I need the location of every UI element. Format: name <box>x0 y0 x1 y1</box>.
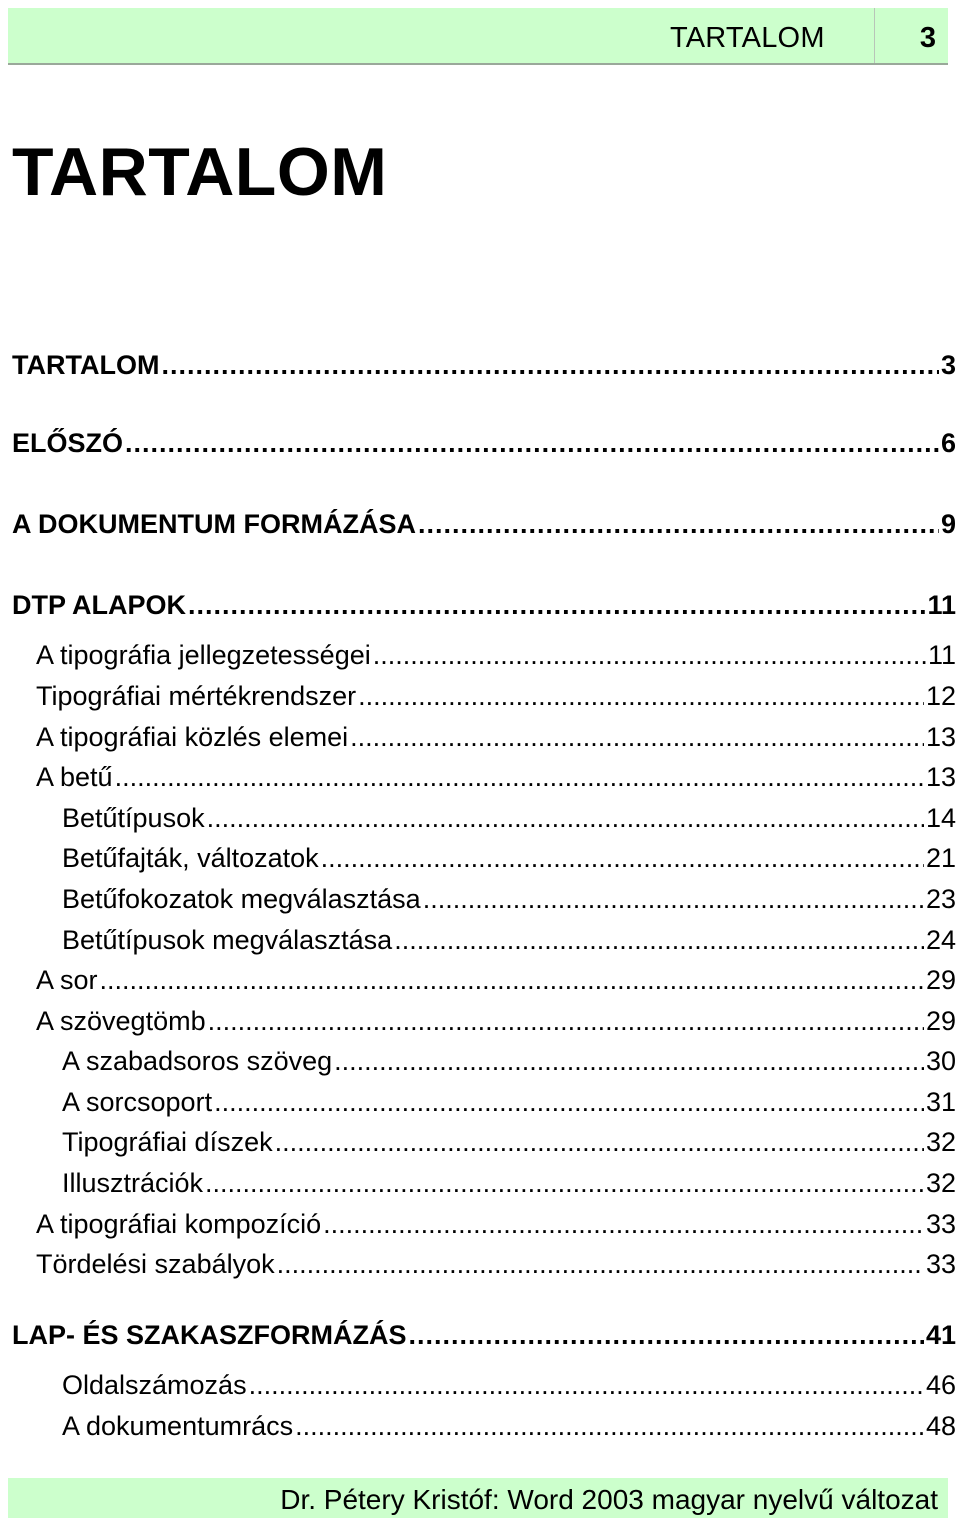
toc-leader-dots <box>100 965 924 996</box>
toc-leader-dots <box>418 509 939 540</box>
toc-entry-label: TARTALOM <box>12 350 160 380</box>
toc-leader-dots <box>277 1249 924 1280</box>
toc-entry-label: A sor <box>36 965 98 995</box>
toc-entry[interactable] <box>62 803 956 834</box>
toc-entry-page: 12 <box>925 681 956 711</box>
toc-entry-label: Tördelési szabályok <box>36 1249 275 1279</box>
toc-entry[interactable] <box>12 590 956 621</box>
toc-leader-dots <box>373 640 926 671</box>
toc-leader-dots <box>295 1411 924 1442</box>
toc-entry[interactable] <box>36 762 956 793</box>
toc-entry-page: 32 <box>925 1127 956 1157</box>
toc-leader-dots <box>161 350 939 381</box>
toc-entry[interactable] <box>62 1370 956 1401</box>
toc-entry-page: 3 <box>940 350 956 380</box>
toc-entry-page: 31 <box>925 1087 956 1117</box>
page-header <box>8 8 948 65</box>
toc-leader-dots <box>409 1320 924 1351</box>
toc-leader-dots <box>208 1006 924 1037</box>
toc-leader-dots <box>115 762 924 793</box>
page-title: TARTALOM <box>12 134 388 210</box>
toc-entry-label: ELŐSZÓ <box>12 428 124 458</box>
toc-entry-page: 6 <box>940 428 956 458</box>
toc-entry-page: 13 <box>925 722 956 752</box>
page-footer <box>8 1478 948 1518</box>
toc-entry-label: Tipográfiai mértékrendszer <box>36 681 357 711</box>
toc-leader-dots <box>205 1168 924 1199</box>
toc-entry-label: A DOKUMENTUM FORMÁZÁSA <box>12 509 416 539</box>
toc-entry-label: Tipográfiai díszek <box>62 1127 273 1157</box>
toc-entry[interactable] <box>62 925 956 956</box>
toc-entry-page: 14 <box>925 803 956 833</box>
toc-entry[interactable] <box>36 722 956 753</box>
toc-leader-dots <box>323 1209 924 1240</box>
toc-entry[interactable] <box>36 1006 956 1037</box>
toc-leader-dots <box>394 925 924 956</box>
toc-leader-dots <box>188 590 925 621</box>
toc-entry-label: Betűtípusok megválasztása <box>62 925 393 955</box>
toc-entry[interactable] <box>62 843 956 874</box>
toc-entry-page: 33 <box>925 1209 956 1239</box>
toc-entry[interactable] <box>62 1046 956 1077</box>
toc-entry-page: 24 <box>925 925 956 955</box>
header-title: TARTALOM <box>670 22 825 54</box>
toc-entry-label: A tipográfiai közlés elemei <box>36 722 349 752</box>
toc-entry[interactable] <box>62 884 956 915</box>
toc-entry[interactable] <box>12 1320 956 1351</box>
toc-leader-dots <box>125 428 939 459</box>
toc-entry-page: 11 <box>927 640 956 670</box>
toc-entry[interactable] <box>12 509 956 540</box>
toc-entry[interactable] <box>62 1127 956 1158</box>
toc-entry[interactable] <box>36 681 956 712</box>
toc-entry-label: Betűfokozatok megválasztása <box>62 884 421 914</box>
toc-entry-page: 21 <box>925 843 956 873</box>
toc-entry-label: LAP- ÉS SZAKASZFORMÁZÁS <box>12 1320 407 1350</box>
toc-entry-label: A tipográfia jellegzetességei <box>36 640 371 670</box>
footer-text: Dr. Pétery Kristóf: Word 2003 magyar nyelvű változat <box>280 1484 938 1515</box>
toc-entry-page: 41 <box>925 1320 956 1350</box>
toc-leader-dots <box>334 1046 924 1077</box>
toc-leader-dots <box>350 722 924 753</box>
toc-entry[interactable] <box>36 640 956 671</box>
toc-leader-dots <box>423 884 924 915</box>
toc-leader-dots <box>249 1370 924 1401</box>
toc-entry[interactable] <box>12 428 956 459</box>
toc-entry-label: A sorcsoport <box>62 1087 213 1117</box>
toc-entry[interactable] <box>62 1087 956 1118</box>
header-divider <box>874 8 875 63</box>
toc-leader-dots <box>275 1127 924 1158</box>
toc-entry-label: Illusztrációk <box>62 1168 204 1198</box>
toc-entry[interactable] <box>62 1411 956 1442</box>
toc-entry[interactable] <box>36 1209 956 1240</box>
toc-entry-page: 48 <box>925 1411 956 1441</box>
toc-entry-label: A betű <box>36 762 113 792</box>
toc-entry-label: A dokumentumrács <box>62 1411 294 1441</box>
header-page-number: 3 <box>919 22 937 54</box>
toc-entry[interactable] <box>36 965 956 996</box>
toc-entry-label: Betűtípusok <box>62 803 205 833</box>
toc-entry-label: A szabadsoros szöveg <box>62 1046 333 1076</box>
toc-entry-page: 9 <box>940 509 956 539</box>
toc-entry-page: 29 <box>925 965 956 995</box>
toc-entry-label: Betűfajták, változatok <box>62 843 319 873</box>
toc-entry[interactable] <box>36 1249 956 1280</box>
toc-entry[interactable] <box>62 1168 956 1199</box>
toc-entry-page: 30 <box>925 1046 956 1076</box>
toc-leader-dots <box>214 1087 924 1118</box>
toc-entry[interactable] <box>12 350 956 381</box>
toc-entry-label: A szövegtömb <box>36 1006 206 1036</box>
toc-leader-dots <box>207 803 924 834</box>
toc-leader-dots <box>358 681 924 712</box>
toc-entry-page: 29 <box>925 1006 956 1036</box>
toc-entry-page: 32 <box>925 1168 956 1198</box>
toc-entry-page: 23 <box>925 884 956 914</box>
toc-leader-dots <box>321 843 924 874</box>
toc-entry-label: A tipográfiai kompozíció <box>36 1209 322 1239</box>
toc-entry-label: Oldalszámozás <box>62 1370 247 1400</box>
toc-entry-page: 33 <box>925 1249 956 1279</box>
toc-entry-page: 11 <box>927 590 956 620</box>
toc-entry-page: 13 <box>925 762 956 792</box>
toc-entry-label: DTP ALAPOK <box>12 590 187 620</box>
toc-entry-page: 46 <box>925 1370 956 1400</box>
